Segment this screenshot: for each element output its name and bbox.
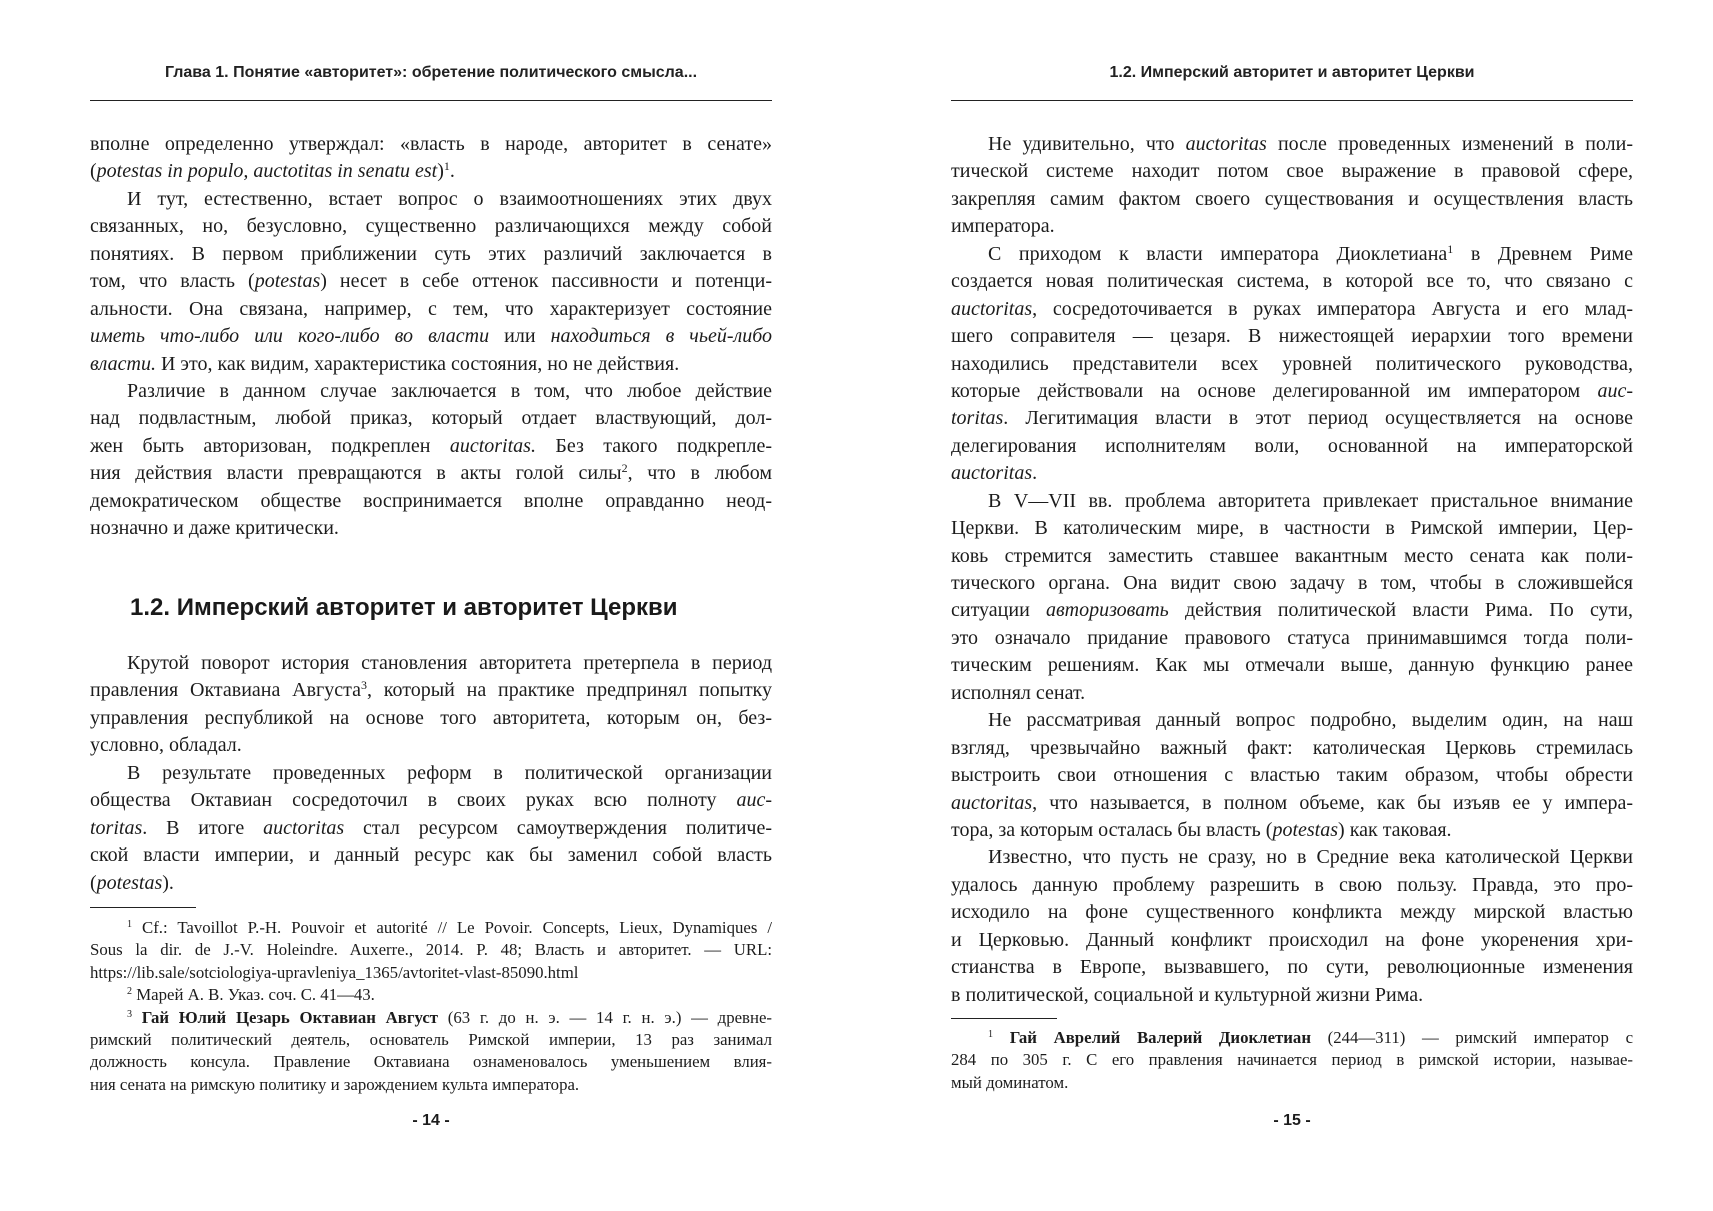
text-line [951, 186, 1633, 213]
text-line [951, 351, 1633, 378]
paragraph [90, 917, 772, 984]
text-line [951, 515, 1633, 542]
paragraph [90, 760, 772, 897]
italic-term: auc- [1597, 379, 1633, 402]
text-line [951, 1072, 1633, 1094]
paragraph [90, 984, 772, 1006]
text-line [90, 351, 772, 378]
text-line [951, 652, 1633, 679]
text-run: Церкви. В католическим мире, в частности в Римской империи, Цер- [951, 517, 1633, 540]
paragraph [951, 844, 1633, 1009]
text-line [90, 705, 772, 732]
text-line [90, 732, 772, 759]
text-run: Без такого подкрепле- [535, 434, 772, 457]
footnote-ref: 3 [127, 1008, 133, 1020]
text-run: шего соправителя — цезаря. В нижестоящей иерархии того времени [951, 325, 1633, 348]
section-title: 1.2. Имперский авторитет и авторитет Церкви [130, 594, 678, 621]
header-divider [90, 100, 772, 101]
text-line [951, 213, 1633, 240]
text-line [951, 844, 1633, 871]
italic-term: auctoritas [263, 816, 345, 839]
text-run: (63 г. до н. э. — 14 г. н. э.) — древне- [438, 1007, 772, 1027]
text-run: в Древнем Риме [1453, 242, 1633, 265]
text-run: римский политический деятель, основатель Римской империи, 13 раз занимал [90, 1029, 772, 1049]
text-line [90, 268, 772, 295]
paragraph [951, 241, 1633, 488]
text-run: которые действовали на основе делегированной им императором [951, 379, 1598, 402]
text-run: закрепляя самим фактом своего существования и осуществления власть [951, 187, 1633, 210]
paragraph [90, 131, 772, 186]
text-line [951, 543, 1633, 570]
text-line [90, 650, 772, 677]
italic-term: toritas [90, 816, 143, 839]
text-line [90, 787, 772, 814]
text-line [90, 917, 772, 939]
italic-term: auctoritas. [449, 434, 536, 457]
paragraph [951, 488, 1633, 708]
text-run: взгляд, чрезвычайно важный факт: католическая Церковь стремилась [951, 736, 1633, 759]
text-run: создается новая политическая система, в которой все то, что связано с [951, 270, 1633, 293]
italic-term: toritas [951, 407, 1004, 430]
text-line [951, 1027, 1633, 1049]
text-run: ) несет в себе оттенок пассивности и потенци- [320, 270, 772, 293]
text-line [90, 186, 772, 213]
text-run: понятиях. В первом приближении суть этих различий заключается в [90, 242, 772, 265]
right-page [951, 0, 1633, 1211]
text-line [951, 131, 1633, 158]
text-line [90, 213, 772, 240]
text-run: Cf.: Tavoillot P.-H. Pouvoir et autorité // Le Povoir. Concepts, Lieux, Dynamiques / [132, 918, 772, 937]
italic-term: potestas [254, 270, 321, 293]
text-line [951, 241, 1633, 268]
text-run: . Легитимация власти в этот период осуществляется на основе [1003, 407, 1633, 430]
text-line [90, 962, 772, 984]
paragraph [951, 1027, 1633, 1094]
text-line [951, 570, 1633, 597]
text-line [951, 625, 1633, 652]
text-run: В V—VII вв. проблема авторитета привлекает пристальное внимание [988, 489, 1633, 512]
footnotes [951, 1027, 1633, 1094]
text-run: . [1032, 462, 1038, 485]
text-line [951, 927, 1633, 954]
text-line [90, 842, 772, 869]
text-run: С приходом к власти императора Диоклетиана [988, 242, 1448, 265]
text-run: и Церковью. Данный конфликт происходил на фоне укоренения хри- [951, 928, 1633, 951]
text-run: https://lib.sale/sotciologiya-upravleniya_1365/avtoritet-vlast-85090.html [90, 962, 579, 982]
body-text-top [90, 131, 772, 543]
text-run: выстроить свои отношения с властью таким образом, чтобы обрести [951, 764, 1633, 787]
text-line [90, 378, 772, 405]
text-run: тической системе находит потом свое выражение в правовой сфере, [951, 160, 1633, 183]
text-run: ). [162, 871, 174, 894]
italic-term: auctoritas [1185, 133, 1267, 155]
text-run: исходило на фоне существенного конфликта между мирской властью [951, 901, 1633, 924]
text-run: действия политической власти Рима. По сути, [1168, 599, 1633, 622]
italic-term: власти. [90, 352, 156, 375]
text-run: ния сената на римскую политику и зарождением культа императора. [90, 1074, 580, 1094]
text-line [90, 158, 772, 185]
text-line [951, 488, 1633, 515]
text-line [90, 984, 772, 1006]
text-line [90, 241, 772, 268]
footnote-ref: 2 [127, 986, 133, 998]
left-page [90, 0, 772, 1211]
text-line [90, 870, 772, 897]
bold-name: Гай Юлий Цезарь Октавиан Август [141, 1007, 439, 1027]
footnote-divider [951, 1018, 1057, 1019]
text-run [993, 1028, 1010, 1047]
bold-name: Гай Аврелий Валерий Диоклетиан [1009, 1028, 1311, 1047]
italic-term: potestas [96, 871, 163, 894]
page-number: - 14 - [412, 1112, 450, 1129]
text-line [951, 378, 1633, 405]
text-run: , который на практике предпринял попытку [367, 679, 772, 702]
text-run: . В итоге [142, 816, 264, 839]
text-line [951, 268, 1633, 295]
italic-term: auctoritas [951, 791, 1033, 814]
text-run: ( [90, 160, 97, 183]
text-line [951, 158, 1633, 185]
text-run: демократическом обществе воспринимается вполне оправданно неод- [90, 489, 772, 512]
footnote-ref: 1 [443, 159, 450, 174]
text-run: должность консула. Правление Октавиана ознаменовалось уменьшением влия- [90, 1052, 772, 1072]
text-run: . [449, 160, 455, 183]
text-line [90, 296, 772, 323]
text-line [90, 677, 772, 704]
text-run: , что называется, в полном объеме, как бы изъяв ее у импера- [1032, 791, 1633, 814]
text-run: ) как таковая. [1338, 818, 1452, 841]
text-line [951, 460, 1633, 487]
text-run: И тут, естественно, встает вопрос о взаимоотношениях этих двух [127, 187, 772, 210]
text-line [951, 899, 1633, 926]
text-line [951, 405, 1633, 432]
text-line [90, 131, 772, 158]
text-run: тического органа. Она видит свою задачу в том, чтобы в сложившейся [951, 572, 1633, 594]
text-run: (244—311) — римский император с [1311, 1028, 1634, 1047]
text-run: тическим решениям. Как мы отмечали выше, данную функцию ранее [951, 654, 1633, 677]
text-run: 284 по 305 г. С его правления начинается период в римской истории, называе- [951, 1050, 1633, 1070]
text-line [90, 1051, 772, 1073]
text-line [90, 1029, 772, 1051]
text-line [90, 760, 772, 787]
text-run: стианства в Европе, вызвавшего, по сути, революционные изменения [951, 956, 1633, 979]
footnote-ref: 1 [988, 1028, 994, 1040]
text-run: управления республикой на основе того авторитета, которым он, без- [90, 706, 772, 729]
paragraph [90, 650, 772, 760]
text-run: или [489, 325, 551, 348]
text-run: ситуации [951, 599, 1046, 622]
footnote-ref: 1 [127, 918, 133, 930]
text-run: тора, за которым осталась бы власть ( [951, 818, 1273, 841]
text-run: Марей А. В. Указ. соч. С. 41—43. [132, 985, 375, 1005]
text-run: в политической, социальной и культурной жизни Рима. [951, 983, 1424, 1006]
text-line [951, 790, 1633, 817]
text-run: И это, как видим, характеристика состояния, но не действия. [155, 352, 680, 375]
paragraph [90, 186, 772, 378]
text-line [951, 954, 1633, 981]
text-run: это означало придание правового статуса принимавшимся тогда поли- [951, 626, 1633, 649]
text-run: Различие в данном случае заключается в том, что любое действие [127, 379, 772, 402]
italic-term: auc- [736, 789, 772, 812]
text-run: Известно, что пусть не сразу, но в Средние века католической Церкви [988, 846, 1633, 869]
body-text-bottom [90, 650, 772, 897]
header-divider [951, 100, 1633, 101]
italic-term: potestas [1272, 818, 1339, 841]
footnote-ref: 1 [1447, 241, 1454, 256]
paragraph [951, 707, 1633, 844]
italic-term: auctoritas [951, 462, 1033, 485]
footnote-divider [90, 907, 196, 908]
text-line [90, 1074, 772, 1096]
italic-term: potestas in populo, auctotitas in senatu est [96, 160, 438, 183]
text-line [951, 707, 1633, 734]
text-line [951, 735, 1633, 762]
text-run: , сосредоточивается в руках императора Августа и его млад- [1032, 297, 1633, 320]
text-line [90, 460, 772, 487]
text-run: ( [90, 871, 97, 894]
text-run: находились представители всех уровней политического руководства, [951, 352, 1633, 375]
text-line [951, 323, 1633, 350]
text-run: нозначно и даже критически. [90, 517, 339, 540]
text-line [951, 433, 1633, 460]
running-header: Глава 1. Понятие «авторитет»: обретение политического смысла... [164, 64, 698, 81]
text-line [951, 680, 1633, 707]
footnote-ref: 2 [621, 461, 628, 476]
text-line [951, 982, 1633, 1009]
text-run: Не рассматривая данный вопрос подробно, выделим один, на наш [988, 709, 1633, 732]
text-run: , что в любом [627, 462, 773, 485]
text-run: над подвластным, любой приказ, который отдает властвующий, дол- [90, 407, 772, 430]
text-run: ковь стремится заместить ставшее вакантным место сената как поли- [951, 544, 1633, 567]
text-run: удалось данную проблему разрешить в свою пользу. Правда, это про- [951, 873, 1633, 896]
text-line [90, 488, 772, 515]
text-line [90, 515, 772, 542]
text-run: правления Октавиана Августа [90, 679, 362, 702]
text-run: том, что власть ( [90, 270, 255, 293]
text-line [951, 762, 1633, 789]
italic-term: auctoritas [951, 297, 1033, 320]
text-line [90, 939, 772, 961]
text-run: ния действия власти превращаются в акты голой силы [90, 462, 622, 485]
text-run: ской власти империи, и данный ресурс как бы заменил собой власть [90, 844, 772, 867]
text-line [951, 872, 1633, 899]
text-line [90, 433, 772, 460]
text-run: вполне определенно утверждал: «власть в народе, авторитет в сенате» [90, 133, 772, 155]
italic-term: авторизовать [1045, 599, 1169, 622]
text-line [90, 323, 772, 350]
text-run: ) [437, 160, 444, 183]
text-line [90, 1007, 772, 1029]
text-run: после проведенных изменений в поли- [1266, 133, 1633, 155]
text-line [951, 1049, 1633, 1071]
text-line [951, 597, 1633, 624]
footnotes [90, 917, 772, 1096]
italic-term: находиться в чьей-либо [550, 325, 773, 348]
running-header: 1.2. Имперский авторитет и авторитет Церкви [1109, 64, 1475, 81]
text-run: Не удивительно, что [988, 133, 1186, 155]
italic-term: иметь что-либо или кого-либо во власти [90, 325, 490, 348]
text-run: делегирования исполнителям воли, основанной на императорской [951, 434, 1633, 457]
paragraph [90, 378, 772, 543]
paragraph [951, 131, 1633, 241]
text-line [951, 817, 1633, 844]
text-run: связанных, но, безусловно, существенно различающихся между собой [90, 215, 772, 238]
footnote-ref: 3 [361, 678, 368, 693]
body-text [951, 131, 1633, 1009]
text-run [132, 1008, 142, 1027]
text-line [90, 405, 772, 432]
text-run: Крутой поворот история становления авторитета претерпела в период [127, 652, 772, 674]
text-line [90, 815, 772, 842]
text-run: условно, обладал. [90, 734, 242, 757]
text-line [951, 296, 1633, 323]
text-run: исполнял сенат. [951, 681, 1086, 704]
text-run: В результате проведенных реформ в политической организации [127, 761, 772, 784]
text-run: альности. Она связана, например, с тем, что характеризует состояние [90, 297, 772, 320]
text-run: императора. [951, 215, 1055, 238]
text-run: жен быть авторизован, подкреплен [90, 434, 450, 457]
text-run: общества Октавиан сосредоточил в своих руках всю полноту [90, 789, 737, 812]
page-number: - 15 - [1273, 1112, 1311, 1129]
text-run: Sous la dir. de J.-V. Holeindre. Auxerre., 2014. P. 48; Власть и авторитет. — URL: [90, 940, 772, 960]
paragraph [90, 1007, 772, 1097]
text-run: мый доминатом. [951, 1072, 1069, 1092]
text-run: стал ресурсом самоутверждения политиче- [344, 816, 772, 839]
